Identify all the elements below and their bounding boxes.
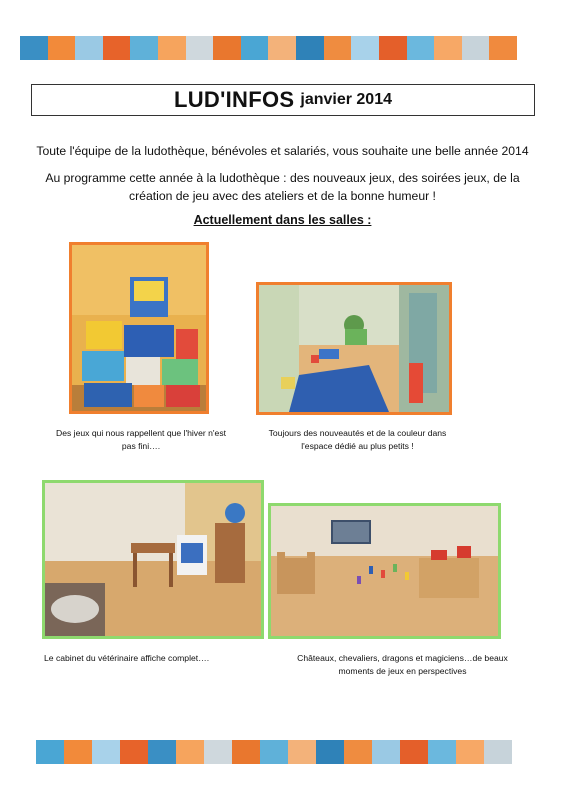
intro-greeting: Toute l'équipe de la ludothèque, bénévoles et salariés, vous souhaite une belle année 2014 [36,144,529,158]
section-heading: Actuellement dans les salles : [193,213,372,227]
intro-programme: Au programme cette année à la ludothèque : des nouveaux jeux, des soirées jeux, de la création de jeu avec des ateliers et de la bonne humeur ! [45,171,520,203]
caption-game-boxes: Des jeux qui nous rappellent que l'hiver n'est pas fini…. [56,428,227,451]
newsletter-date: janvier 2014 [300,91,392,108]
newsletter-title-box [31,84,535,116]
newsletter-title: LUD'INFOS [174,87,295,112]
decorative-banner-top [20,36,517,60]
caption-castles: Châteaux, chevaliers, dragons et magiciens…de beaux moments de jeux en perspectives [297,653,508,676]
caption-toddler-area: Toujours des nouveautés et de la couleur dans l'espace dédié au plus petits ! [268,428,447,451]
decorative-banner-bottom [36,740,512,764]
photo-vet-corner [42,480,264,639]
caption-vet-corner: Le cabinet du vétérinaire affiche complet…. [44,653,210,663]
photo-toddler-area [256,282,452,415]
photo-game-boxes [69,242,209,414]
photo-castles [268,503,501,639]
